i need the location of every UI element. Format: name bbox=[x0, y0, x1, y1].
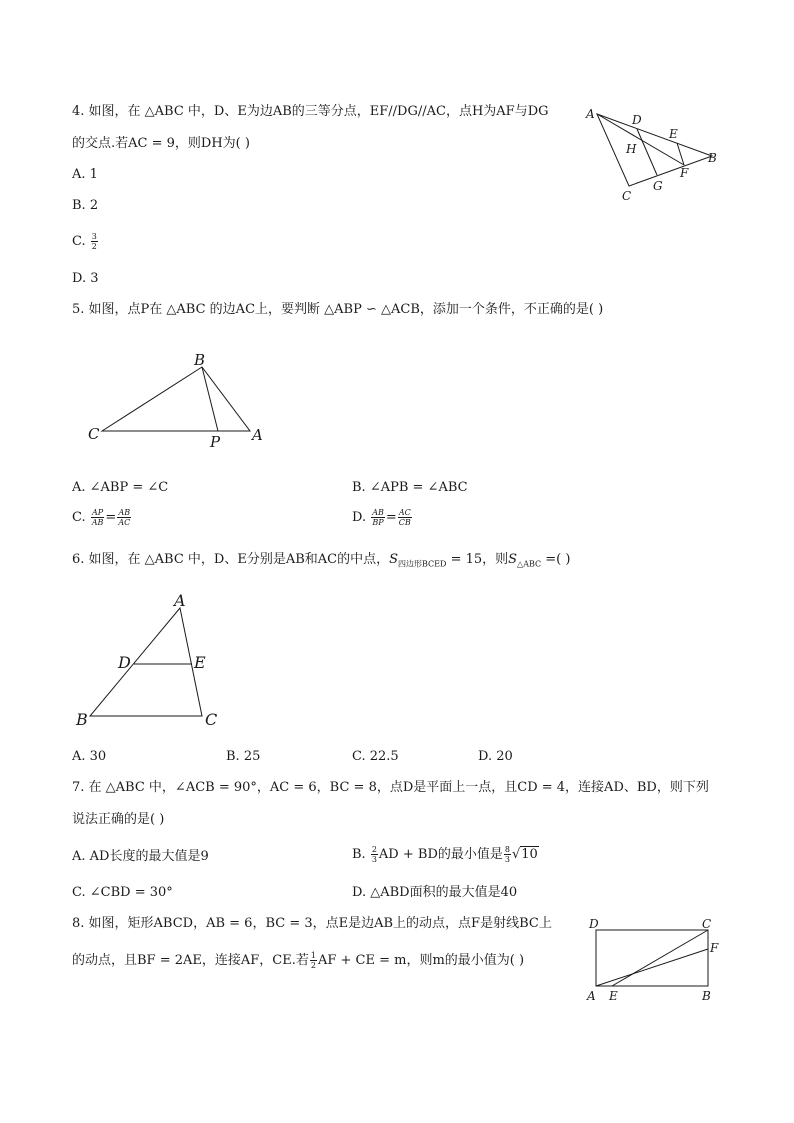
q4-label-c: C bbox=[622, 189, 632, 203]
q4-stem-line2: 的交点.若AC = 9，则DH为( ) bbox=[72, 136, 250, 151]
q4-triangle-abc bbox=[597, 114, 712, 186]
q4-option-c[interactable] bbox=[72, 232, 99, 251]
q8-segment-ce bbox=[612, 930, 708, 986]
q5-option-c[interactable] bbox=[72, 508, 132, 527]
q4-option-d[interactable]: D. 3 bbox=[72, 271, 99, 286]
q6-option-b[interactable]: B. 25 bbox=[226, 749, 261, 764]
q4-label-b: B bbox=[708, 151, 717, 165]
q7-stem-line1: 7. 在 △ABC 中，∠ACB = 90°，AC = 6，BC = 8，点D是平面上一点，且CD = 4，连接AD、BD，则下列 bbox=[72, 780, 709, 795]
q4-label-h: H bbox=[626, 142, 637, 156]
q5-segment-bp bbox=[202, 367, 218, 431]
q8-fraction: $\frac{1}{2}$ bbox=[310, 951, 316, 970]
q8-stem-line2 bbox=[72, 951, 524, 970]
q8-stem-line1: 8. 如图，矩形ABCD，AB = 6，BC = 3，点E是边AB上的动点，点F是射线BC上 bbox=[72, 916, 552, 931]
q6-option-a[interactable]: A. 30 bbox=[72, 749, 107, 764]
q6-stem-part3: =( ) bbox=[541, 552, 571, 567]
q8-label-d: D bbox=[589, 917, 599, 931]
q6-s-quad: $S_{四边形BCED}$ bbox=[389, 552, 447, 569]
q4-label-a: A bbox=[586, 107, 595, 121]
q5-option-b[interactable]: B. ∠APB = ∠ABC bbox=[352, 480, 468, 495]
q7-option-c[interactable]: C. ∠CBD = 30° bbox=[72, 885, 173, 900]
q4-label-e: E bbox=[669, 127, 678, 141]
q7-option-b-fraction-1: $\frac{2}{3}$ bbox=[371, 845, 377, 864]
q5-label-c: C bbox=[88, 425, 100, 443]
q6-label-c: C bbox=[205, 710, 218, 729]
q8-label-c: C bbox=[702, 917, 712, 931]
q7-option-b[interactable] bbox=[352, 845, 539, 864]
q5-label-b: B bbox=[194, 351, 206, 369]
q7-stem-line2: 说法正确的是( ) bbox=[72, 812, 165, 827]
q8-rectangle-abcd bbox=[596, 930, 708, 986]
q5-stem-line1: 5. 如图，点P在 △ABC 的边AC上，要判断 △ABP ∽ △ACB，添加一个条件，不正确的是( ) bbox=[72, 302, 604, 317]
q5-option-d-fraction-2: $\frac{AC}{CB}$ bbox=[398, 508, 411, 527]
q5-option-d[interactable] bbox=[352, 508, 413, 527]
q6-stem-part2: = 15，则 bbox=[446, 552, 509, 567]
q6-s-tri: $S_{\triangle ABC}$ bbox=[508, 552, 542, 569]
q6-stem-line1 bbox=[72, 552, 570, 573]
q8-label-a: A bbox=[587, 989, 596, 1003]
q5-option-c-fraction-2: $\frac{AB}{AC}$ bbox=[118, 508, 131, 527]
q4-label-d: D bbox=[632, 113, 642, 127]
q5-option-d-prefix: D. bbox=[352, 510, 367, 525]
q7-option-d[interactable]: D. △ABD面积的最大值是40 bbox=[352, 885, 518, 900]
q5-option-d-fraction-1: $\frac{AB}{BP}$ bbox=[372, 508, 384, 527]
q4-figure bbox=[580, 100, 730, 210]
q8-stem-part1: 的动点，且BF = 2AE，连接AF，CE.若 bbox=[72, 953, 309, 968]
q5-label-p: P bbox=[210, 433, 221, 451]
q5-option-d-equals: = bbox=[385, 510, 397, 525]
q8-figure bbox=[585, 915, 725, 1010]
q8-label-f: F bbox=[710, 941, 719, 955]
q4-segment-dg bbox=[637, 129, 657, 175]
q8-label-b: B bbox=[702, 989, 711, 1003]
q4-option-c-prefix: C. bbox=[72, 234, 86, 249]
q5-label-a: A bbox=[252, 426, 263, 444]
q6-stem-part1: 6. 如图，在 △ABC 中，D、E分别是AB和AC的中点， bbox=[72, 552, 390, 567]
q7-option-a[interactable]: A. AD长度的最大值是9 bbox=[72, 849, 209, 864]
q5-triangle-abc bbox=[102, 367, 250, 431]
q4-label-f: F bbox=[680, 166, 689, 180]
q4-label-g: G bbox=[653, 179, 663, 193]
q7-option-b-prefix: B. bbox=[352, 847, 366, 862]
q6-label-e: E bbox=[194, 653, 206, 672]
q5-option-c-equals: = bbox=[105, 510, 117, 525]
q6-figure bbox=[72, 588, 232, 733]
q6-label-b: B bbox=[76, 710, 88, 729]
q6-label-a: A bbox=[174, 591, 186, 610]
q4-option-c-fraction: $\frac{3}{2}$ bbox=[91, 232, 97, 251]
q7-option-b-middle: AD + BD的最小值是 bbox=[378, 847, 503, 862]
q7-option-b-root: 10 bbox=[521, 847, 538, 862]
q4-option-a[interactable]: A. 1 bbox=[72, 167, 98, 182]
q7-option-b-fraction-2: $\frac{8}{3}$ bbox=[504, 845, 510, 864]
q6-label-d: D bbox=[118, 653, 131, 672]
q7-option-b-radical: √ bbox=[511, 847, 521, 862]
q6-triangle-abc bbox=[90, 608, 202, 716]
q5-option-c-fraction-1: $\frac{AP}{AB}$ bbox=[91, 508, 104, 527]
q4-option-b[interactable]: B. 2 bbox=[72, 198, 99, 213]
q5-option-a[interactable]: A. ∠ABP = ∠C bbox=[72, 480, 169, 495]
q5-figure bbox=[80, 345, 280, 455]
q8-segment-af bbox=[596, 949, 708, 986]
q8-stem-part2: AF + CE = m，则m的最小值为( ) bbox=[317, 953, 525, 968]
q6-option-c[interactable]: C. 22.5 bbox=[352, 749, 399, 764]
q6-option-d[interactable]: D. 20 bbox=[478, 749, 513, 764]
q5-option-c-prefix: C. bbox=[72, 510, 86, 525]
q8-label-e: E bbox=[609, 989, 618, 1003]
q4-stem-line1: 4. 如图，在 △ABC 中，D、E为边AB的三等分点，EF//DG//AC，点H为AF与DG bbox=[72, 104, 549, 119]
